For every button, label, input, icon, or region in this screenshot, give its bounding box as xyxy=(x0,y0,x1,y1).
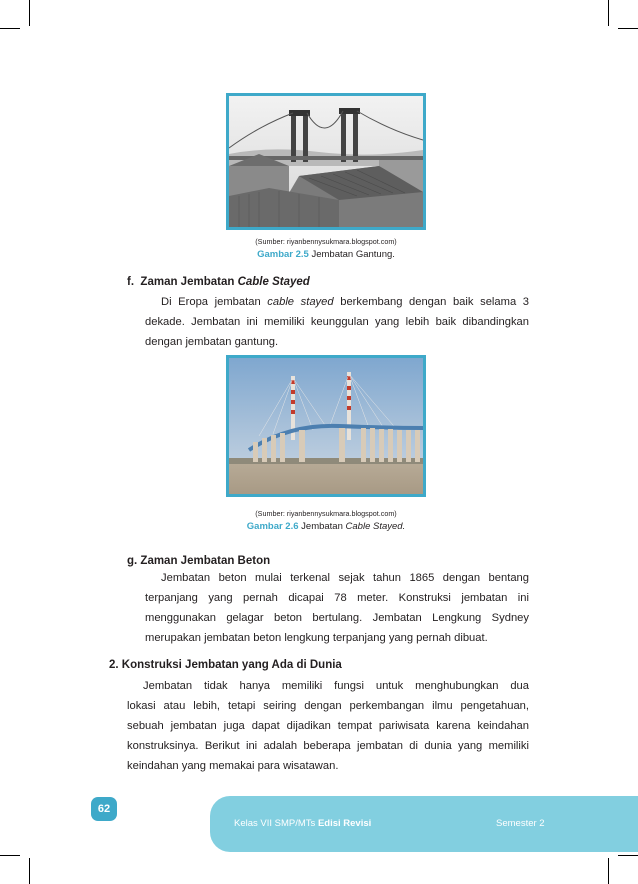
text-emphasis: cable stayed xyxy=(267,296,334,308)
paragraph-line: dengan jembatan gantung. xyxy=(145,336,279,348)
crop-mark xyxy=(618,28,638,29)
crop-mark xyxy=(0,28,20,29)
figure-title-emphasis: Cable Stayed. xyxy=(345,521,406,532)
crop-mark xyxy=(608,858,609,884)
crop-mark xyxy=(29,0,30,26)
section-2-paragraph xyxy=(127,676,529,776)
suspension-bridge-illustration xyxy=(229,96,423,227)
section-marker: f. xyxy=(127,276,135,288)
figure-source-credit: (Sumber: riyanbennysukmara.blogspot.com) xyxy=(255,237,397,246)
book-title-text: Kelas VII SMP/MTs xyxy=(234,818,318,829)
crop-mark xyxy=(608,0,609,26)
paragraph-line: merupakan jembatan beton lengkung terpanjang yang pernah dibuat. xyxy=(145,632,488,644)
figure-title: Jembatan xyxy=(301,521,346,532)
footer-semester: Semester 2 xyxy=(496,818,545,829)
text-run: berkembang dengan baik selama 3 xyxy=(333,296,529,308)
text-run: Di Eropa jembatan xyxy=(161,296,268,308)
figure-cable-stayed-bridge-photo xyxy=(226,355,426,497)
figure-suspension-bridge-photo xyxy=(226,93,426,230)
section-g-paragraph xyxy=(145,568,529,648)
paragraph-line: dekade. Jembatan ini memiliki keunggulan yang lebih baik dibandingkan xyxy=(145,316,529,328)
book-edition-text: Edisi Revisi xyxy=(317,818,372,829)
section-title-text: Zaman Jembatan xyxy=(140,276,238,288)
figure-caption xyxy=(206,521,446,532)
page-number: 62 xyxy=(91,797,117,821)
crop-mark xyxy=(618,855,638,856)
paragraph-line: menggunakan gelagar beton bertulang. Jembatan Lengkung Sydney xyxy=(145,612,529,624)
cable-stayed-bridge-illustration xyxy=(229,358,423,494)
figure-label: Gambar 2.5 xyxy=(257,249,309,260)
paragraph-line: konstruksinya. Berikut ini adalah beberapa jembatan di dunia yang memiliki xyxy=(127,740,529,752)
paragraph-line: keindahan yang memakai para wisatawan. xyxy=(127,760,339,772)
figure-label: Gambar 2.6 xyxy=(246,521,299,532)
section-g-title: g. Zaman Jembatan Beton xyxy=(127,555,271,567)
crop-mark xyxy=(29,858,30,884)
paragraph-line xyxy=(145,292,529,312)
footer-book-title xyxy=(234,818,371,829)
section-title-emphasis: Cable Stayed xyxy=(237,276,310,288)
section-2-title: 2. Konstruksi Jembatan yang Ada di Dunia xyxy=(109,659,342,671)
crop-mark xyxy=(0,855,20,856)
section-f-title xyxy=(127,276,310,288)
paragraph-line: terpanjang yang pernah dicapai 78 meter. Konstruksi jembatan ini xyxy=(145,592,529,604)
paragraph-line: lokasi atau lebih, tetapi seiring dengan perkembangan ilmu pengetahuan, xyxy=(127,700,529,712)
figure-title: Jembatan Gantung. xyxy=(311,249,395,260)
figure-source-credit: (Sumber: riyanbennysukmara.blogspot.com) xyxy=(255,509,397,518)
paragraph-line: Jembatan beton mulai terkenal sejak tahun 1865 dengan bentang xyxy=(161,572,529,584)
paragraph-line: sebuah jembatan juga dapat dijadikan tempat pariwisata karena keindahan xyxy=(127,720,529,732)
section-f-paragraph xyxy=(145,292,529,352)
figure-caption xyxy=(206,249,446,260)
paragraph-line: Jembatan tidak hanya memiliki fungsi untuk menghubungkan dua xyxy=(143,680,529,692)
